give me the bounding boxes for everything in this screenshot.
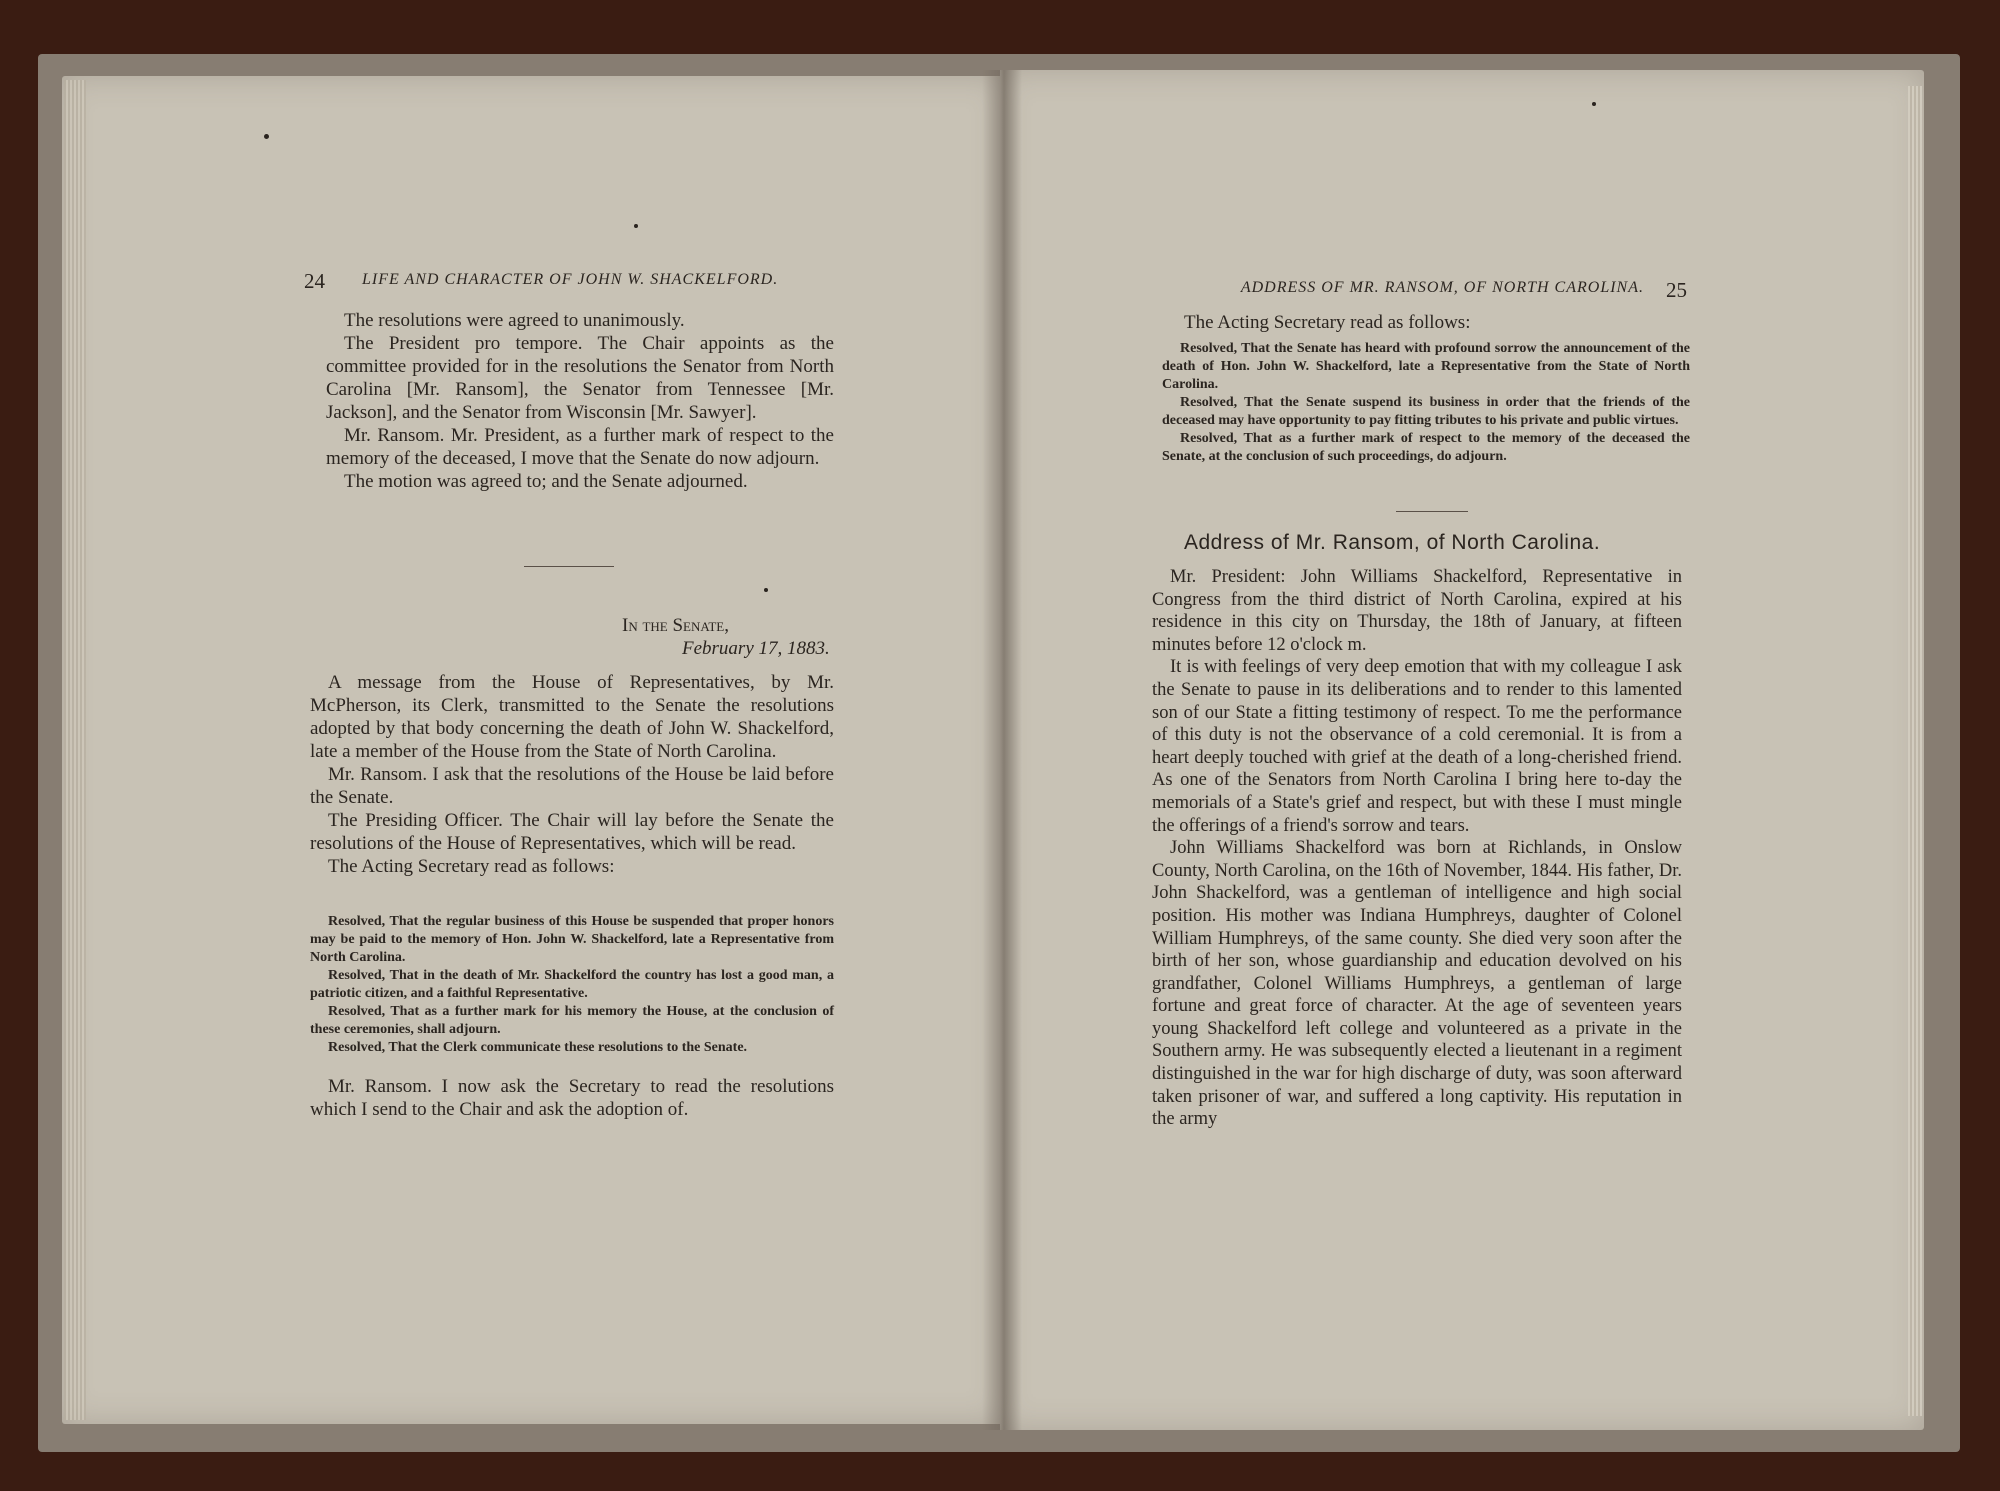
paragraph: The President pro tempore. The Chair appoints as the committee provided for in the resolutions the Senator from North Carolina [Mr. Ransom], the Senator from Tennessee [Mr. Jackson], and the Senator from Wisconsin [Mr. Sawyer]. — [326, 333, 834, 423]
address-title: Address of Mr. Ransom, of North Carolina. — [1184, 531, 1601, 554]
left-closing-text — [310, 1075, 834, 1121]
right-page-edges — [1908, 86, 1922, 1416]
left-running-head: LIFE AND CHARACTER OF JOHN W. SHACKELFORD. — [362, 271, 779, 288]
right-intro: The Acting Secretary read as follows: — [1184, 312, 1471, 333]
paragraph: The motion was agreed to; and the Senate adjourned. — [344, 471, 748, 492]
right-running-head: ADDRESS OF MR. RANSOM, OF NORTH CAROLINA. — [1240, 279, 1644, 296]
left-page-number: 24 — [304, 269, 325, 293]
senate-resolutions — [1162, 340, 1690, 466]
paragraph: Mr. Ransom. Mr. President, as a further mark of respect to the memory of the deceased, I move that the Senate do now adjourn. — [326, 425, 834, 469]
resolution: Resolved, That as a further mark for his memory the House, at the conclusion of these ceremonies, shall adjourn. — [310, 1004, 834, 1037]
section-divider — [524, 566, 614, 567]
ink-speck — [1592, 102, 1596, 106]
paragraph: The Presiding Officer. The Chair will lay before the Senate the resolutions of the House of Representatives, which will be read. — [310, 810, 834, 854]
resolution: Resolved, That in the death of Mr. Shackelford the country has lost a good man, a patriotic citizen, and a faithful Representative. — [310, 968, 834, 1001]
resolution: Resolved, That as a further mark of respect to the memory of the deceased the Senate, at the conclusion of such proceedings, do adjourn. — [1162, 431, 1690, 464]
paragraph: A message from the House of Representatives, by Mr. McPherson, its Clerk, transmitted to the Senate the resolutions adopted by that body concerning the death of John W. Shackelford, late a member of the House from the State of North Carolina. — [310, 672, 834, 762]
resolution: Resolved, That the regular business of this House be suspended that proper honors may be paid to the memory of Hon. John W. Shackelford, late a Representative from North Carolina. — [310, 914, 834, 965]
paragraph: Mr. Ransom. I now ask the Secretary to read the resolutions which I send to the Chair and ask the adoption of. — [310, 1076, 834, 1120]
resolution: Resolved, That the Senate suspend its business in order that the friends of the deceased may have opportunity to pay fitting tributes to his private and public virtues. — [1162, 395, 1690, 428]
paragraph: The resolutions were agreed to unanimously. — [344, 310, 685, 331]
address-body — [1152, 566, 1682, 1131]
section-divider — [1396, 511, 1468, 512]
dateline-place: In the Senate, — [622, 615, 729, 636]
paragraph: Mr. President: John Williams Shackelford, Representative in Congress from the third district of North Carolina, expired at his residence in this city on Thursday, the 18th of January, at fifteen minutes before 12 o'clock m. — [1152, 567, 1682, 655]
paragraph: Mr. Ransom. I ask that the resolutions of the House be laid before the Senate. — [310, 764, 834, 808]
ink-speck — [264, 134, 269, 139]
ink-speck — [764, 588, 768, 592]
left-message-text — [310, 671, 834, 878]
left-opening-text — [326, 309, 834, 493]
right-page-number: 25 — [1666, 278, 1687, 302]
house-resolutions — [310, 913, 834, 1057]
resolution: Resolved, That the Clerk communicate these resolutions to the Senate. — [328, 1040, 748, 1055]
dateline-date: February 17, 1883. — [682, 638, 830, 659]
resolution: Resolved, That the Senate has heard with profound sorrow the announcement of the death of Hon. John W. Shackelford, late a Representative from the State of North Carolina. — [1162, 341, 1690, 392]
ink-speck — [634, 224, 638, 228]
paragraph: It is with feelings of very deep emotion that with my colleague I ask the Senate to pause in its deliberations and to render to this lamented son of our State a fitting testimony of respect. To me the performance of this duty is not the observance of a cold ceremonial. It is from a heart deeply touched with grief at the death of a long-cherished friend. As one of the Senators from North Carolina I bring here to-day the memorials of a State's grief and respect, but with these I must mingle the offerings of a friend's sorrow and tears. — [1152, 657, 1682, 836]
paragraph: The Acting Secretary read as follows: — [328, 856, 615, 877]
book-gutter — [982, 70, 1022, 1430]
paragraph: John Williams Shackelford was born at Richlands, in Onslow County, North Carolina, on the 16th of November, 1844. His father, Dr. John Shackelford, was a gentleman of intelligence and high social position. His mother was Indiana Humphreys, daughter of Colonel William Humphreys, of the same county. She died very soon after the birth of her son, whose guardianship and education devolved on his grandfather, Colonel Williams Humphreys, a gentleman of large fortune and great force of character. At the age of seventeen years young Shackelford left college and volunteered as a private in the Southern army. He was subsequently elected a lieutenant in a regiment distinguished in the war for high discharge of duty, was soon afterward taken prisoner of war, and suffered a long captivity. His reputation in the army — [1152, 838, 1682, 1130]
left-page-edges — [64, 80, 86, 1420]
